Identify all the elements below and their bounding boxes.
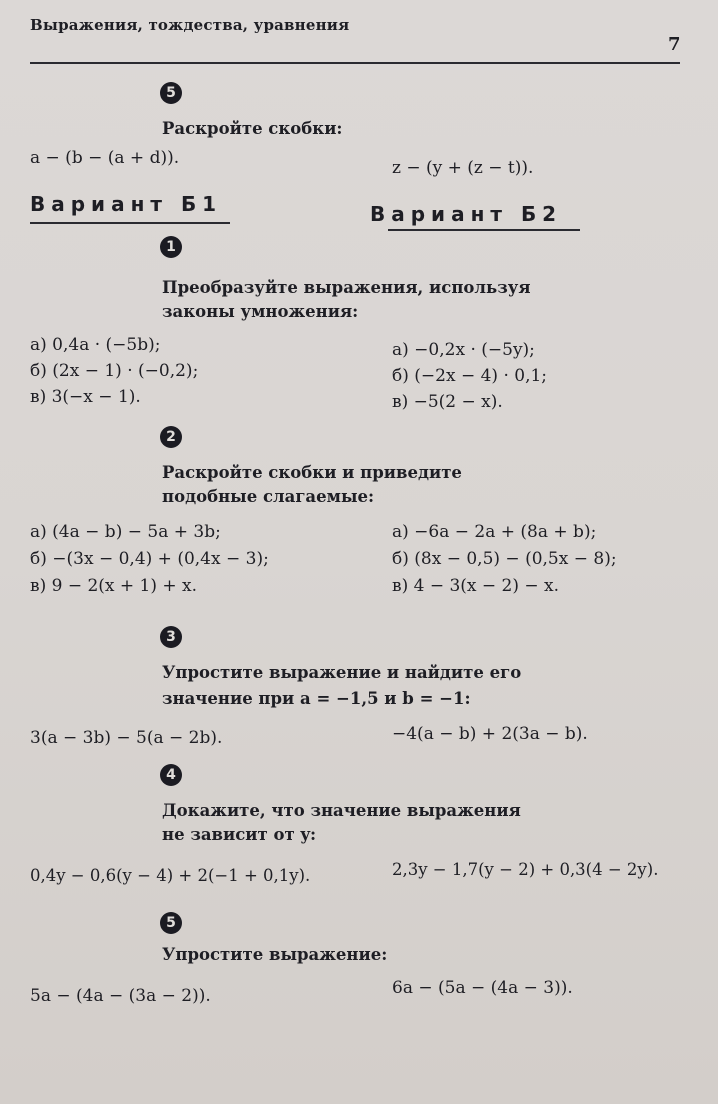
expression-right: б) (−2x − 4) · 0,1;	[392, 366, 548, 386]
expression-right: в) 4 − 3(x − 2) − x.	[392, 576, 560, 596]
running-title: Выражения, тождества, уравнения	[30, 16, 350, 34]
expression-left: а) (4a − b) − 5a + 3b;	[30, 522, 221, 542]
task-instruction: значение при a = −1,5 и b = −1:	[162, 689, 471, 708]
expression-left: б) (2x − 1) · (−0,2);	[30, 361, 199, 381]
expression-right: −4(a − b) + 2(3a − b).	[392, 724, 588, 744]
task-instruction: подобные слагаемые:	[162, 487, 375, 506]
expression-left: a − (b − (a + d)).	[30, 148, 180, 168]
expression-left: б) −(3x − 0,4) + (0,4x − 3);	[30, 549, 269, 569]
expression-left: 5a − (4a − (3a − 2)).	[30, 986, 211, 1006]
page-number: 7	[668, 34, 681, 55]
task-instruction: Упростите выражение и найдите его	[162, 663, 522, 682]
header-rule	[30, 62, 680, 64]
task-instruction: не зависит от y:	[162, 825, 317, 844]
task-instruction: Преобразуйте выражения, используя	[162, 278, 531, 297]
task-number-badge: 4	[160, 764, 182, 786]
expression-left: 3(a − 3b) − 5(a − 2b).	[30, 728, 223, 748]
expression-right: 2,3y − 1,7(y − 2) + 0,3(4 − 2y).	[392, 860, 659, 879]
expression-right: в) −5(2 − x).	[392, 392, 503, 412]
variant-rule-right	[388, 229, 580, 231]
variant-heading-left: Вариант Б1	[30, 192, 223, 216]
task-number-badge: 3	[160, 626, 182, 648]
task-number-badge: 5	[160, 82, 182, 104]
expression-left: а) 0,4a · (−5b);	[30, 335, 161, 355]
expression-right: 6a − (5a − (4a − 3)).	[392, 978, 573, 998]
expression-right: б) (8x − 0,5) − (0,5x − 8);	[392, 549, 617, 569]
expression-right: z − (y + (z − t)).	[392, 158, 534, 178]
expression-left: 0,4y − 0,6(y − 4) + 2(−1 + 0,1y).	[30, 866, 311, 885]
task-number-badge: 5	[160, 912, 182, 934]
task-number-badge: 2	[160, 426, 182, 448]
task-instruction: Раскройте скобки:	[162, 119, 343, 138]
task-number-badge: 1	[160, 236, 182, 258]
task-instruction: Раскройте скобки и приведите	[162, 463, 462, 482]
variant-rule-left	[30, 222, 230, 224]
expression-right: а) −0,2x · (−5y);	[392, 340, 535, 360]
task-instruction: законы умножения:	[162, 302, 359, 321]
expression-left: в) 9 − 2(x + 1) + x.	[30, 576, 198, 596]
task-instruction: Докажите, что значение выражения	[162, 801, 521, 820]
task-instruction: Упростите выражение:	[162, 945, 388, 964]
expression-right: а) −6a − 2a + (8a + b);	[392, 522, 597, 542]
variant-heading-right: Вариант Б2	[370, 202, 563, 226]
expression-left: в) 3(−x − 1).	[30, 387, 141, 407]
